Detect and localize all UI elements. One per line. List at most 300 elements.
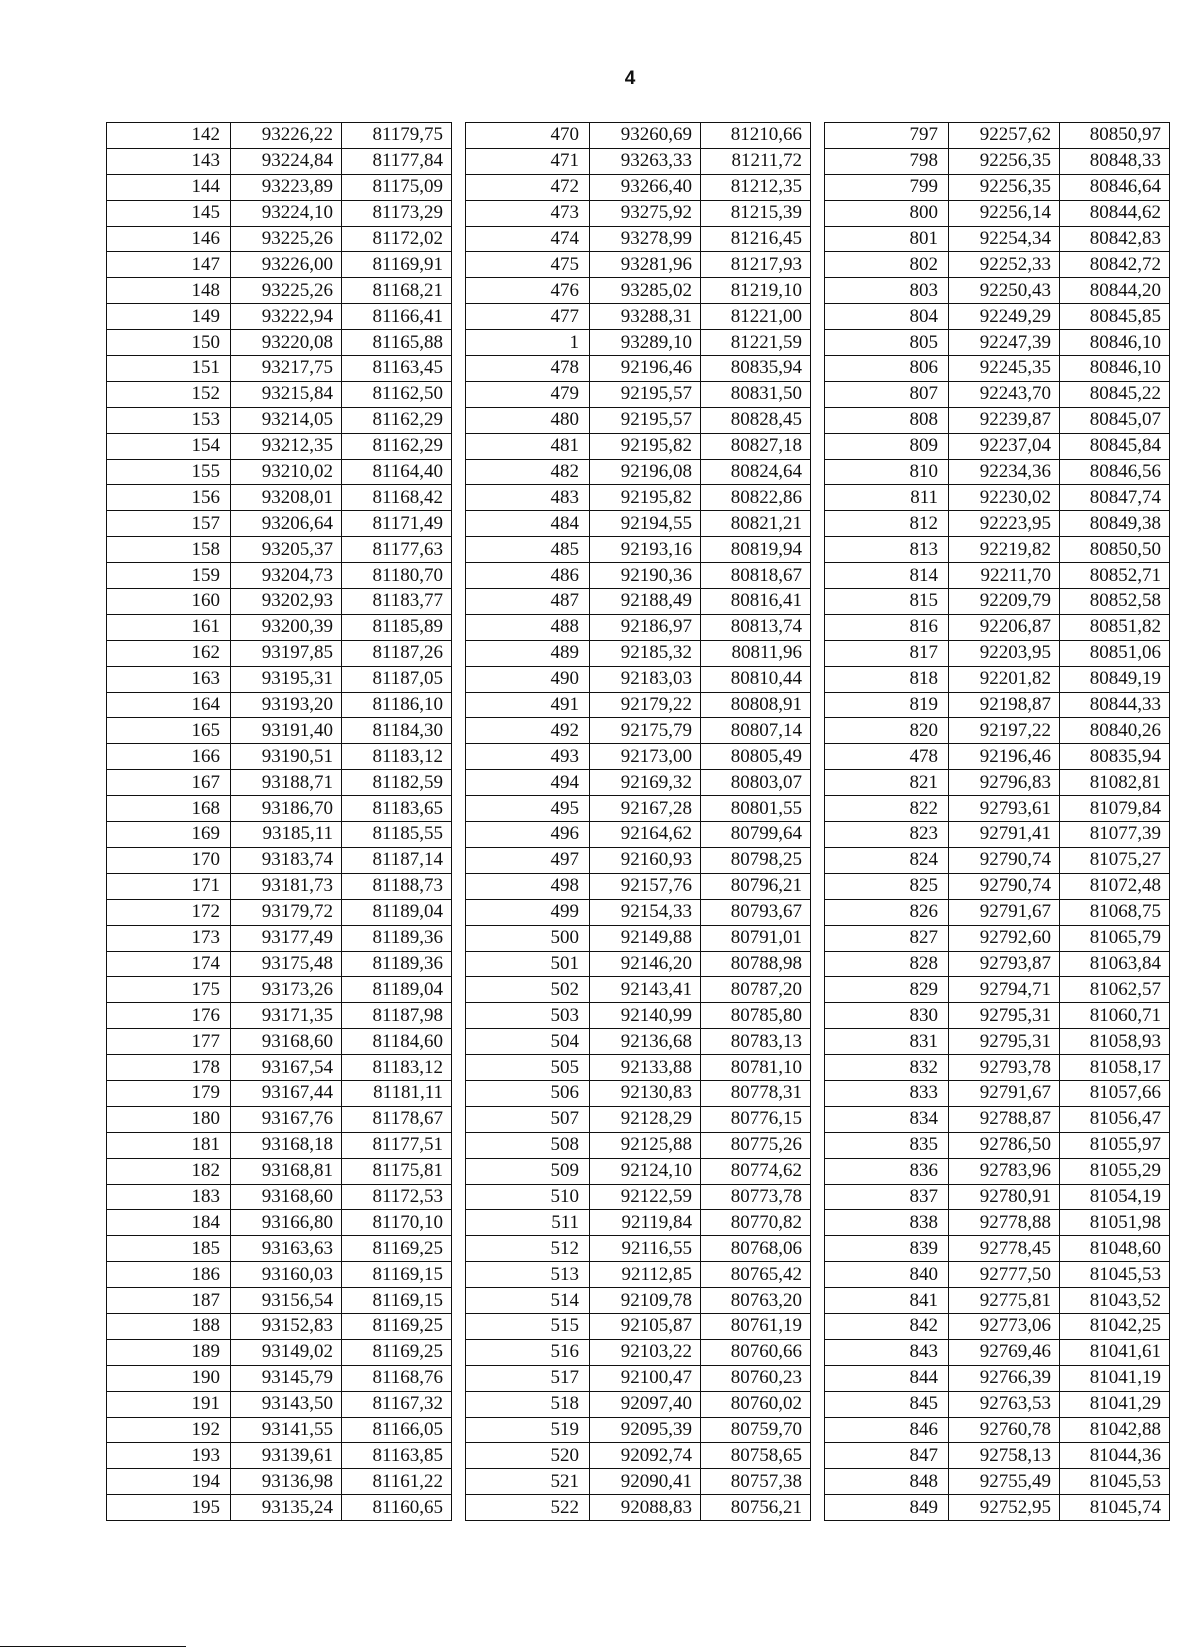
point-number-cell: 835 <box>825 1132 949 1158</box>
table-row <box>825 226 1170 252</box>
x-coordinate-cell: 93281,96 <box>590 252 701 278</box>
table-row <box>825 744 1170 770</box>
x-coordinate-cell: 92219,82 <box>949 537 1060 563</box>
y-coordinate-cell: 81183,77 <box>342 589 452 615</box>
table-row <box>107 666 452 692</box>
y-coordinate-cell: 81058,17 <box>1060 1055 1170 1081</box>
x-coordinate-cell: 92090,41 <box>590 1469 701 1495</box>
point-number-cell: 176 <box>107 1003 231 1029</box>
table-row <box>466 614 811 640</box>
table-row <box>825 1443 1170 1469</box>
table-row <box>107 744 452 770</box>
point-number-cell: 815 <box>825 589 949 615</box>
table-row <box>466 148 811 174</box>
x-coordinate-cell: 93183,74 <box>231 847 342 873</box>
x-coordinate-cell: 92183,03 <box>590 666 701 692</box>
y-coordinate-cell: 80846,56 <box>1060 459 1170 485</box>
x-coordinate-cell: 93141,55 <box>231 1417 342 1443</box>
point-number-cell: 829 <box>825 977 949 1003</box>
table-row <box>466 1003 811 1029</box>
point-number-cell: 830 <box>825 1003 949 1029</box>
x-coordinate-cell: 93193,20 <box>231 692 342 718</box>
point-number-cell: 479 <box>466 381 590 407</box>
point-number-cell: 490 <box>466 666 590 692</box>
point-number-cell: 514 <box>466 1288 590 1314</box>
y-coordinate-cell: 81189,04 <box>342 977 452 1003</box>
table-row <box>466 640 811 666</box>
y-coordinate-cell: 80808,91 <box>701 692 811 718</box>
x-coordinate-cell: 93206,64 <box>231 511 342 537</box>
x-coordinate-cell: 93208,01 <box>231 485 342 511</box>
table-row <box>825 563 1170 589</box>
table-row <box>825 925 1170 951</box>
table-row <box>825 511 1170 537</box>
y-coordinate-cell: 80819,94 <box>701 537 811 563</box>
x-coordinate-cell: 93167,44 <box>231 1080 342 1106</box>
x-coordinate-cell: 92146,20 <box>590 951 701 977</box>
x-coordinate-cell: 92097,40 <box>590 1391 701 1417</box>
point-number-cell: 816 <box>825 614 949 640</box>
table-row <box>825 123 1170 149</box>
table-row <box>825 589 1170 615</box>
y-coordinate-cell: 81173,29 <box>342 200 452 226</box>
point-number-cell: 498 <box>466 873 590 899</box>
x-coordinate-cell: 92237,04 <box>949 433 1060 459</box>
table-row <box>107 278 452 304</box>
point-number-cell: 814 <box>825 563 949 589</box>
table-row <box>107 977 452 1003</box>
table-row <box>466 356 811 382</box>
table-row <box>825 200 1170 226</box>
table-row <box>825 1469 1170 1495</box>
y-coordinate-cell: 80844,20 <box>1060 278 1170 304</box>
point-number-cell: 841 <box>825 1288 949 1314</box>
x-coordinate-cell: 92206,87 <box>949 614 1060 640</box>
point-number-cell: 491 <box>466 692 590 718</box>
y-coordinate-cell: 81082,81 <box>1060 770 1170 796</box>
y-coordinate-cell: 81045,53 <box>1060 1469 1170 1495</box>
table-row <box>466 1495 811 1521</box>
x-coordinate-cell: 92777,50 <box>949 1262 1060 1288</box>
x-coordinate-cell: 93181,73 <box>231 873 342 899</box>
x-coordinate-cell: 92149,88 <box>590 925 701 951</box>
table-row <box>825 977 1170 1003</box>
x-coordinate-cell: 93185,11 <box>231 822 342 848</box>
point-number-cell: 153 <box>107 407 231 433</box>
y-coordinate-cell: 81055,97 <box>1060 1132 1170 1158</box>
y-coordinate-cell: 80849,19 <box>1060 666 1170 692</box>
point-number-cell: 507 <box>466 1106 590 1132</box>
y-coordinate-cell: 81045,53 <box>1060 1262 1170 1288</box>
point-number-cell: 519 <box>466 1417 590 1443</box>
x-coordinate-cell: 92230,02 <box>949 485 1060 511</box>
point-number-cell: 813 <box>825 537 949 563</box>
x-coordinate-cell: 92136,68 <box>590 1029 701 1055</box>
x-coordinate-cell: 92130,83 <box>590 1080 701 1106</box>
y-coordinate-cell: 81042,88 <box>1060 1417 1170 1443</box>
point-number-cell: 168 <box>107 796 231 822</box>
point-number-cell: 515 <box>466 1313 590 1339</box>
table-row <box>466 1029 811 1055</box>
x-coordinate-cell: 92195,57 <box>590 381 701 407</box>
table-row <box>466 1184 811 1210</box>
point-number-cell: 819 <box>825 692 949 718</box>
y-coordinate-cell: 80821,21 <box>701 511 811 537</box>
y-coordinate-cell: 80827,18 <box>701 433 811 459</box>
x-coordinate-cell: 93149,02 <box>231 1339 342 1365</box>
point-number-cell: 191 <box>107 1391 231 1417</box>
x-coordinate-cell: 92119,84 <box>590 1210 701 1236</box>
y-coordinate-cell: 81177,63 <box>342 537 452 563</box>
x-coordinate-cell: 93260,69 <box>590 123 701 149</box>
table-row <box>466 1055 811 1081</box>
table-row <box>825 537 1170 563</box>
x-coordinate-cell: 92793,61 <box>949 796 1060 822</box>
point-number-cell: 164 <box>107 692 231 718</box>
table-row <box>107 692 452 718</box>
point-number-cell: 499 <box>466 899 590 925</box>
table-row <box>107 589 452 615</box>
point-number-cell: 838 <box>825 1210 949 1236</box>
table-row <box>107 174 452 200</box>
footnote-divider <box>0 1646 186 1647</box>
point-number-cell: 501 <box>466 951 590 977</box>
x-coordinate-cell: 93200,39 <box>231 614 342 640</box>
table-row <box>825 1132 1170 1158</box>
x-coordinate-cell: 93167,54 <box>231 1055 342 1081</box>
table-row <box>107 200 452 226</box>
table-row <box>825 304 1170 330</box>
table-row <box>107 1443 452 1469</box>
x-coordinate-cell: 93168,60 <box>231 1184 342 1210</box>
y-coordinate-cell: 81169,15 <box>342 1262 452 1288</box>
x-coordinate-cell: 92778,45 <box>949 1236 1060 1262</box>
table-row <box>107 796 452 822</box>
point-number-cell: 161 <box>107 614 231 640</box>
table-row <box>466 1365 811 1391</box>
y-coordinate-cell: 81160,65 <box>342 1495 452 1521</box>
x-coordinate-cell: 93152,83 <box>231 1313 342 1339</box>
y-coordinate-cell: 81175,81 <box>342 1158 452 1184</box>
table-row <box>466 1262 811 1288</box>
x-coordinate-cell: 93226,22 <box>231 123 342 149</box>
table-row <box>825 1313 1170 1339</box>
table-row <box>466 666 811 692</box>
y-coordinate-cell: 81163,45 <box>342 356 452 382</box>
x-coordinate-cell: 92188,49 <box>590 589 701 615</box>
table-row <box>107 433 452 459</box>
point-number-cell: 165 <box>107 718 231 744</box>
point-number-cell: 806 <box>825 356 949 382</box>
table-row <box>825 1236 1170 1262</box>
coordinate-table-left <box>106 122 452 1521</box>
point-number-cell: 155 <box>107 459 231 485</box>
point-number-cell: 171 <box>107 873 231 899</box>
x-coordinate-cell: 93168,18 <box>231 1132 342 1158</box>
y-coordinate-cell: 80775,26 <box>701 1132 811 1158</box>
y-coordinate-cell: 80774,62 <box>701 1158 811 1184</box>
y-coordinate-cell: 80835,94 <box>1060 744 1170 770</box>
table-row <box>107 1080 452 1106</box>
x-coordinate-cell: 92791,67 <box>949 899 1060 925</box>
x-coordinate-cell: 92160,93 <box>590 847 701 873</box>
y-coordinate-cell: 81189,36 <box>342 951 452 977</box>
table-row <box>107 381 452 407</box>
table-row <box>825 873 1170 899</box>
x-coordinate-cell: 92256,35 <box>949 174 1060 200</box>
x-coordinate-cell: 93202,93 <box>231 589 342 615</box>
x-coordinate-cell: 93190,51 <box>231 744 342 770</box>
x-coordinate-cell: 92257,62 <box>949 123 1060 149</box>
point-number-cell: 827 <box>825 925 949 951</box>
y-coordinate-cell: 81055,29 <box>1060 1158 1170 1184</box>
point-number-cell: 505 <box>466 1055 590 1081</box>
table-row <box>107 1313 452 1339</box>
table-row <box>825 1210 1170 1236</box>
point-number-cell: 848 <box>825 1469 949 1495</box>
table-row <box>466 1391 811 1417</box>
y-coordinate-cell: 81172,53 <box>342 1184 452 1210</box>
x-coordinate-cell: 93222,94 <box>231 304 342 330</box>
coordinate-table-middle <box>465 122 811 1521</box>
x-coordinate-cell: 92786,50 <box>949 1132 1060 1158</box>
y-coordinate-cell: 81188,73 <box>342 873 452 899</box>
y-coordinate-cell: 81187,14 <box>342 847 452 873</box>
point-number-cell: 847 <box>825 1443 949 1469</box>
point-number-cell: 503 <box>466 1003 590 1029</box>
point-number-cell: 160 <box>107 589 231 615</box>
x-coordinate-cell: 92791,67 <box>949 1080 1060 1106</box>
table-row <box>466 1469 811 1495</box>
y-coordinate-cell: 80849,38 <box>1060 511 1170 537</box>
table-row <box>107 640 452 666</box>
point-number-cell: 492 <box>466 718 590 744</box>
table-row <box>107 847 452 873</box>
y-coordinate-cell: 80776,15 <box>701 1106 811 1132</box>
x-coordinate-cell: 93175,48 <box>231 951 342 977</box>
y-coordinate-cell: 80778,31 <box>701 1080 811 1106</box>
y-coordinate-cell: 81184,30 <box>342 718 452 744</box>
table-row <box>466 433 811 459</box>
point-number-cell: 489 <box>466 640 590 666</box>
point-number-cell: 195 <box>107 1495 231 1521</box>
y-coordinate-cell: 81177,51 <box>342 1132 452 1158</box>
table-row <box>825 770 1170 796</box>
y-coordinate-cell: 81041,29 <box>1060 1391 1170 1417</box>
table-row <box>107 252 452 278</box>
y-coordinate-cell: 81043,52 <box>1060 1288 1170 1314</box>
table-row <box>107 485 452 511</box>
x-coordinate-cell: 92196,46 <box>949 744 1060 770</box>
table-row <box>466 899 811 925</box>
x-coordinate-cell: 93135,24 <box>231 1495 342 1521</box>
x-coordinate-cell: 93224,84 <box>231 148 342 174</box>
point-number-cell: 817 <box>825 640 949 666</box>
table-row <box>825 614 1170 640</box>
x-coordinate-cell: 92116,55 <box>590 1236 701 1262</box>
table-row <box>825 1288 1170 1314</box>
point-number-cell: 826 <box>825 899 949 925</box>
x-coordinate-cell: 92169,32 <box>590 770 701 796</box>
y-coordinate-cell: 81179,75 <box>342 123 452 149</box>
point-number-cell: 495 <box>466 796 590 822</box>
table-row <box>466 407 811 433</box>
table-row <box>107 1339 452 1365</box>
y-coordinate-cell: 81161,22 <box>342 1469 452 1495</box>
table-row <box>466 925 811 951</box>
table-row <box>825 1055 1170 1081</box>
point-number-cell: 516 <box>466 1339 590 1365</box>
point-number-cell: 178 <box>107 1055 231 1081</box>
y-coordinate-cell: 81045,74 <box>1060 1495 1170 1521</box>
table-row <box>466 1236 811 1262</box>
point-number-cell: 142 <box>107 123 231 149</box>
table-row <box>825 796 1170 822</box>
table-row <box>466 744 811 770</box>
table-row <box>107 614 452 640</box>
x-coordinate-cell: 92103,22 <box>590 1339 701 1365</box>
point-number-cell: 145 <box>107 200 231 226</box>
point-number-cell: 184 <box>107 1210 231 1236</box>
x-coordinate-cell: 92154,33 <box>590 899 701 925</box>
y-coordinate-cell: 81169,25 <box>342 1313 452 1339</box>
table-row <box>825 1184 1170 1210</box>
table-row <box>107 1391 452 1417</box>
y-coordinate-cell: 81177,84 <box>342 148 452 174</box>
point-number-cell: 511 <box>466 1210 590 1236</box>
table-row <box>466 977 811 1003</box>
x-coordinate-cell: 92209,79 <box>949 589 1060 615</box>
table-row <box>107 899 452 925</box>
y-coordinate-cell: 80847,74 <box>1060 485 1170 511</box>
x-coordinate-cell: 93210,02 <box>231 459 342 485</box>
table-row <box>825 1495 1170 1521</box>
y-coordinate-cell: 81054,19 <box>1060 1184 1170 1210</box>
y-coordinate-cell: 80756,21 <box>701 1495 811 1521</box>
point-number-cell: 475 <box>466 252 590 278</box>
point-number-cell: 822 <box>825 796 949 822</box>
table-row <box>466 226 811 252</box>
table-row <box>107 226 452 252</box>
table-row <box>825 692 1170 718</box>
y-coordinate-cell: 81181,11 <box>342 1080 452 1106</box>
point-number-cell: 192 <box>107 1417 231 1443</box>
y-coordinate-cell: 81217,93 <box>701 252 811 278</box>
x-coordinate-cell: 92247,39 <box>949 330 1060 356</box>
point-number-cell: 180 <box>107 1106 231 1132</box>
x-coordinate-cell: 93197,85 <box>231 640 342 666</box>
y-coordinate-cell: 81167,32 <box>342 1391 452 1417</box>
x-coordinate-cell: 92790,74 <box>949 873 1060 899</box>
point-number-cell: 502 <box>466 977 590 1003</box>
x-coordinate-cell: 93285,02 <box>590 278 701 304</box>
table-row <box>466 1158 811 1184</box>
y-coordinate-cell: 80765,42 <box>701 1262 811 1288</box>
y-coordinate-cell: 81042,25 <box>1060 1313 1170 1339</box>
y-coordinate-cell: 80813,74 <box>701 614 811 640</box>
point-number-cell: 810 <box>825 459 949 485</box>
x-coordinate-cell: 92175,79 <box>590 718 701 744</box>
y-coordinate-cell: 81172,02 <box>342 226 452 252</box>
page-number: 4 <box>624 68 636 89</box>
y-coordinate-cell: 80846,10 <box>1060 356 1170 382</box>
y-coordinate-cell: 81068,75 <box>1060 899 1170 925</box>
table-row <box>466 589 811 615</box>
point-number-cell: 831 <box>825 1029 949 1055</box>
point-number-cell: 801 <box>825 226 949 252</box>
x-coordinate-cell: 92201,82 <box>949 666 1060 692</box>
x-coordinate-cell: 93275,92 <box>590 200 701 226</box>
point-number-cell: 843 <box>825 1339 949 1365</box>
x-coordinate-cell: 92245,35 <box>949 356 1060 382</box>
point-number-cell: 803 <box>825 278 949 304</box>
x-coordinate-cell: 93143,50 <box>231 1391 342 1417</box>
point-number-cell: 472 <box>466 174 590 200</box>
x-coordinate-cell: 92100,47 <box>590 1365 701 1391</box>
point-number-cell: 183 <box>107 1184 231 1210</box>
x-coordinate-cell: 92195,57 <box>590 407 701 433</box>
point-number-cell: 163 <box>107 666 231 692</box>
y-coordinate-cell: 80763,20 <box>701 1288 811 1314</box>
point-number-cell: 496 <box>466 822 590 848</box>
table-row <box>466 951 811 977</box>
table-row <box>466 381 811 407</box>
table-row <box>107 1106 452 1132</box>
point-number-cell: 143 <box>107 148 231 174</box>
y-coordinate-cell: 81221,00 <box>701 304 811 330</box>
table-row <box>466 252 811 278</box>
table-row <box>466 770 811 796</box>
y-coordinate-cell: 80850,50 <box>1060 537 1170 563</box>
table-row <box>825 1106 1170 1132</box>
point-number-cell: 849 <box>825 1495 949 1521</box>
y-coordinate-cell: 81166,05 <box>342 1417 452 1443</box>
y-coordinate-cell: 81187,26 <box>342 640 452 666</box>
y-coordinate-cell: 81212,35 <box>701 174 811 200</box>
point-number-cell: 824 <box>825 847 949 873</box>
y-coordinate-cell: 80785,80 <box>701 1003 811 1029</box>
table-row <box>466 1417 811 1443</box>
table-row <box>107 1003 452 1029</box>
y-coordinate-cell: 81189,36 <box>342 925 452 951</box>
point-number-cell: 488 <box>466 614 590 640</box>
point-number-cell: 179 <box>107 1080 231 1106</box>
y-coordinate-cell: 81164,40 <box>342 459 452 485</box>
table-row <box>466 718 811 744</box>
x-coordinate-cell: 93188,71 <box>231 770 342 796</box>
y-coordinate-cell: 80848,33 <box>1060 148 1170 174</box>
x-coordinate-cell: 93278,99 <box>590 226 701 252</box>
point-number-cell: 478 <box>825 744 949 770</box>
y-coordinate-cell: 80851,82 <box>1060 614 1170 640</box>
y-coordinate-cell: 80851,06 <box>1060 640 1170 666</box>
point-number-cell: 151 <box>107 356 231 382</box>
point-number-cell: 147 <box>107 252 231 278</box>
x-coordinate-cell: 93289,10 <box>590 330 701 356</box>
y-coordinate-cell: 80846,64 <box>1060 174 1170 200</box>
table-row <box>825 899 1170 925</box>
point-number-cell: 493 <box>466 744 590 770</box>
point-number-cell: 173 <box>107 925 231 951</box>
x-coordinate-cell: 92239,87 <box>949 407 1060 433</box>
y-coordinate-cell: 80798,25 <box>701 847 811 873</box>
table-row <box>466 1080 811 1106</box>
x-coordinate-cell: 93160,03 <box>231 1262 342 1288</box>
point-number-cell: 170 <box>107 847 231 873</box>
y-coordinate-cell: 81168,42 <box>342 485 452 511</box>
y-coordinate-cell: 81189,04 <box>342 899 452 925</box>
x-coordinate-cell: 92758,13 <box>949 1443 1060 1469</box>
